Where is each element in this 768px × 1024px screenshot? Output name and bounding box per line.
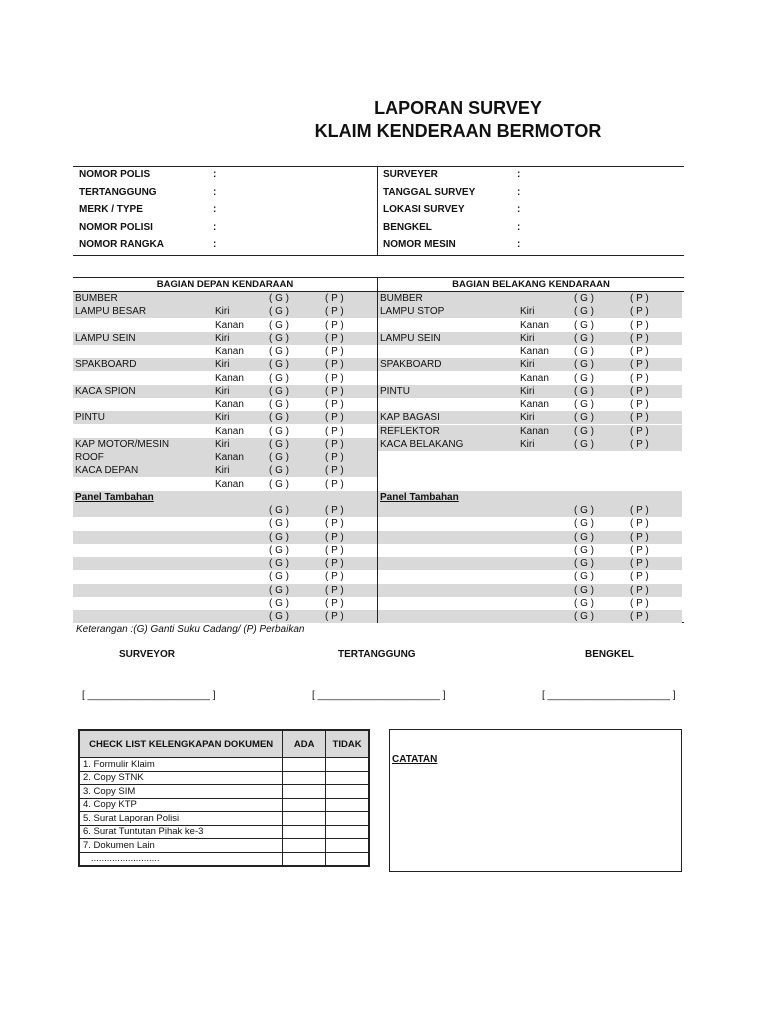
- vehicle-damage-table: [73, 277, 684, 623]
- back-row: [378, 305, 682, 318]
- back-g-option[interactable]: ( G ): [574, 412, 594, 424]
- back-p-option[interactable]: ( P ): [630, 293, 649, 304]
- back-part-name: LAMPU SEIN: [380, 332, 441, 344]
- front-panel-g-option[interactable]: ( G ): [269, 505, 289, 516]
- back-panel-title: Panel Tambahan: [380, 491, 459, 503]
- front-p-option[interactable]: ( P ): [325, 425, 344, 437]
- back-panel-g-option[interactable]: ( G ): [574, 531, 594, 543]
- front-panel-p-option[interactable]: ( P ): [325, 505, 344, 516]
- front-panel-g-option[interactable]: ( G ): [269, 597, 289, 609]
- info-colon-left: :: [213, 204, 217, 215]
- checklist-ada-cell[interactable]: [283, 852, 326, 866]
- front-part-side: Kanan: [215, 452, 244, 463]
- front-part-side: Kiri: [215, 438, 230, 450]
- front-row: [73, 517, 377, 530]
- front-row: [73, 610, 377, 623]
- front-part-side: Kanan: [215, 478, 244, 490]
- front-g-option[interactable]: ( G ): [269, 412, 289, 424]
- checklist-ada-cell[interactable]: [283, 812, 326, 826]
- checklist-item-name: 5. Surat Laporan Polisi: [80, 812, 283, 826]
- front-part-name: LAMPU SEIN: [75, 332, 136, 344]
- front-g-option[interactable]: ( G ): [269, 319, 289, 331]
- front-panel-g-option[interactable]: ( G ): [269, 558, 289, 569]
- back-part-side: Kiri: [520, 385, 535, 397]
- front-panel-p-option[interactable]: ( P ): [325, 518, 344, 530]
- front-p-option[interactable]: ( P ): [325, 478, 344, 490]
- signature-label-tertanggung: TERTANGGUNG: [338, 649, 416, 660]
- back-row: [378, 597, 682, 610]
- checklist-header-ada: ADA: [283, 731, 326, 758]
- front-row: [73, 491, 377, 504]
- back-panel-p-option[interactable]: ( P ): [630, 611, 649, 622]
- back-panel-p-option[interactable]: ( P ): [630, 518, 649, 530]
- front-p-option[interactable]: ( P ): [325, 306, 344, 318]
- back-panel-g-option[interactable]: ( G ): [574, 584, 594, 596]
- policy-info-block: [73, 166, 684, 256]
- back-row: [378, 557, 682, 570]
- back-p-option[interactable]: ( P ): [630, 332, 649, 344]
- back-row: [378, 478, 682, 491]
- front-row: [73, 464, 377, 477]
- front-row: [73, 319, 377, 332]
- front-row: [73, 385, 377, 398]
- front-panel-g-option[interactable]: ( G ): [269, 531, 289, 543]
- front-row: [73, 425, 377, 438]
- back-panel-g-option[interactable]: ( G ): [574, 571, 594, 583]
- info-colon-right: :: [517, 187, 521, 198]
- front-panel-g-option[interactable]: ( G ): [269, 518, 289, 530]
- front-row: [73, 570, 377, 583]
- document-checklist: [78, 729, 370, 867]
- checklist-tidak-cell[interactable]: [326, 812, 369, 826]
- signature-label-bengkel: BENGKEL: [585, 649, 634, 660]
- checklist-item-name: 4. Copy KTP: [80, 798, 283, 812]
- back-panel-p-option[interactable]: ( P ): [630, 558, 649, 569]
- checklist-tidak-cell[interactable]: [326, 771, 369, 785]
- front-part-side: Kanan: [215, 399, 244, 410]
- back-row: [378, 425, 682, 438]
- front-g-option[interactable]: ( G ): [269, 293, 289, 304]
- back-panel-g-option[interactable]: ( G ): [574, 544, 594, 556]
- back-p-option[interactable]: ( P ): [630, 438, 649, 450]
- info-label-left: TERTANGGUNG: [79, 187, 157, 198]
- checklist-row: [80, 825, 369, 839]
- info-label-left: MERK / TYPE: [79, 204, 143, 215]
- front-part-side: Kiri: [215, 385, 230, 397]
- front-part-name: KACA DEPAN: [75, 465, 139, 477]
- back-row: [378, 372, 682, 385]
- legend-note: Keterangan :(G) Ganti Suku Cadang/ (P) Perbaikan: [76, 624, 305, 635]
- front-row: [73, 597, 377, 610]
- checklist-header-document: CHECK LIST KELENGKAPAN DOKUMEN: [80, 731, 283, 758]
- front-g-option[interactable]: ( G ): [269, 452, 289, 463]
- back-row: [378, 411, 682, 424]
- front-part-name: KAP MOTOR/MESIN: [75, 438, 170, 450]
- back-panel-p-option[interactable]: ( P ): [630, 571, 649, 583]
- back-row: [378, 610, 682, 623]
- front-part-side: Kanan: [215, 372, 244, 384]
- back-panel-p-option[interactable]: ( P ): [630, 584, 649, 596]
- front-panel-g-option[interactable]: ( G ): [269, 571, 289, 583]
- front-panel-p-option[interactable]: ( P ): [325, 544, 344, 556]
- front-part-side: Kiri: [215, 465, 230, 477]
- front-part-side: Kiri: [215, 412, 230, 424]
- info-colon-left: :: [213, 187, 217, 198]
- checklist-row: [80, 839, 369, 853]
- front-row: [73, 358, 377, 371]
- signature-line-bengkel[interactable]: [ ______________________ ]: [542, 690, 676, 701]
- info-label-left: NOMOR POLIS: [79, 169, 151, 180]
- back-part-side: Kanan: [520, 319, 549, 331]
- front-row: [73, 398, 377, 411]
- back-row: [378, 504, 682, 517]
- back-panel-g-option[interactable]: ( G ): [574, 518, 594, 530]
- back-row: [378, 385, 682, 398]
- front-p-option[interactable]: ( P ): [325, 399, 344, 410]
- front-p-option[interactable]: ( P ): [325, 452, 344, 463]
- front-panel-g-option[interactable]: ( G ): [269, 611, 289, 622]
- back-g-option[interactable]: ( G ): [574, 372, 594, 384]
- back-row: [378, 451, 682, 464]
- info-divider: [377, 167, 378, 255]
- front-part-name: ROOF: [75, 452, 104, 463]
- checklist-item-name: 6. Surat Tuntutan Pihak ke-3: [80, 825, 283, 839]
- front-row: [73, 411, 377, 424]
- back-row: [378, 464, 682, 477]
- back-part-name: PINTU: [380, 385, 410, 397]
- back-g-option[interactable]: ( G ): [574, 346, 594, 357]
- back-g-option[interactable]: ( G ): [574, 306, 594, 318]
- back-row: [378, 517, 682, 530]
- back-p-option[interactable]: ( P ): [630, 385, 649, 397]
- front-part-side: Kanan: [215, 319, 244, 331]
- back-p-option[interactable]: ( P ): [630, 359, 649, 371]
- back-section-header: BAGIAN BELAKANG KENDARAAN: [378, 278, 684, 292]
- front-g-option[interactable]: ( G ): [269, 478, 289, 490]
- back-g-option[interactable]: ( G ): [574, 332, 594, 344]
- back-panel-p-option[interactable]: ( P ): [630, 597, 649, 609]
- info-colon-right: :: [517, 169, 521, 180]
- back-part-side: Kiri: [520, 332, 535, 344]
- front-part-name: KACA SPION: [75, 385, 136, 397]
- back-part-side: Kiri: [520, 438, 535, 450]
- back-g-option[interactable]: ( G ): [574, 438, 594, 450]
- back-row: [378, 332, 682, 345]
- back-g-option[interactable]: ( G ): [574, 425, 594, 437]
- checklist-tidak-cell[interactable]: [326, 758, 369, 772]
- back-p-option[interactable]: ( P ): [630, 412, 649, 424]
- info-label-right: NOMOR MESIN: [383, 239, 456, 250]
- checklist-row: [80, 798, 369, 812]
- front-row: [73, 584, 377, 597]
- notes-box[interactable]: [389, 729, 682, 872]
- checklist-tidak-cell[interactable]: [326, 785, 369, 799]
- report-title: LAPORAN SURVEY: [374, 98, 542, 118]
- back-row: [378, 570, 682, 583]
- notes-label: CATATAN: [392, 754, 438, 765]
- checklist-ada-cell[interactable]: [283, 758, 326, 772]
- info-colon-left: :: [213, 239, 217, 250]
- front-g-option[interactable]: ( G ): [269, 399, 289, 410]
- back-part-name: REFLEKTOR: [380, 425, 440, 437]
- back-part-name: BUMBER: [380, 293, 423, 304]
- back-part-side: Kanan: [520, 425, 549, 437]
- checklist-item-name: 3. Copy SIM: [80, 785, 283, 799]
- front-g-option[interactable]: ( G ): [269, 385, 289, 397]
- front-part-name: SPAKBOARD: [75, 359, 137, 371]
- back-panel-p-option[interactable]: ( P ): [630, 531, 649, 543]
- back-p-option[interactable]: ( P ): [630, 399, 649, 410]
- back-part-name: LAMPU STOP: [380, 306, 445, 318]
- front-panel-title: Panel Tambahan: [75, 491, 154, 503]
- signature-label-surveyor: SURVEYOR: [119, 649, 175, 660]
- front-p-option[interactable]: ( P ): [325, 465, 344, 477]
- back-panel-p-option[interactable]: ( P ): [630, 544, 649, 556]
- front-panel-p-option[interactable]: ( P ): [325, 558, 344, 569]
- checklist-ada-cell[interactable]: [283, 825, 326, 839]
- back-panel-g-option[interactable]: ( G ): [574, 505, 594, 516]
- checklist-header-tidak: TIDAK: [326, 731, 369, 758]
- back-panel-p-option[interactable]: ( P ): [630, 505, 649, 516]
- checklist-tidak-cell[interactable]: [326, 798, 369, 812]
- back-part-side: Kanan: [520, 346, 549, 357]
- back-part-side: Kiri: [520, 306, 535, 318]
- back-g-option[interactable]: ( G ): [574, 319, 594, 331]
- front-panel-p-option[interactable]: ( P ): [325, 597, 344, 609]
- back-p-option[interactable]: ( P ): [630, 346, 649, 357]
- front-p-option[interactable]: ( P ): [325, 293, 344, 304]
- back-part-name: KACA BELAKANG: [380, 438, 464, 450]
- back-p-option[interactable]: ( P ): [630, 319, 649, 331]
- checklist-row: [80, 812, 369, 826]
- front-g-option[interactable]: ( G ): [269, 372, 289, 384]
- front-panel-p-option[interactable]: ( P ): [325, 571, 344, 583]
- front-row: [73, 438, 377, 451]
- front-row: [73, 305, 377, 318]
- back-p-option[interactable]: ( P ): [630, 425, 649, 437]
- front-row: [73, 292, 377, 305]
- front-row: [73, 451, 377, 464]
- front-row: [73, 372, 377, 385]
- back-row: [378, 292, 682, 305]
- front-part-side: Kanan: [215, 425, 244, 437]
- checklist-item-name: 7. Dokumen Lain: [80, 839, 283, 853]
- front-p-option[interactable]: ( P ): [325, 412, 344, 424]
- front-panel-p-option[interactable]: ( P ): [325, 611, 344, 622]
- front-part-name: BUMBER: [75, 293, 118, 304]
- info-label-right: LOKASI SURVEY: [383, 204, 465, 215]
- back-row: [378, 491, 682, 504]
- front-part-side: Kiri: [215, 359, 230, 371]
- front-g-option[interactable]: ( G ): [269, 346, 289, 357]
- checklist-row: [80, 771, 369, 785]
- back-p-option[interactable]: ( P ): [630, 306, 649, 318]
- checklist-tidak-cell[interactable]: [326, 839, 369, 853]
- back-row: [378, 398, 682, 411]
- front-g-option[interactable]: ( G ): [269, 332, 289, 344]
- signature-line-surveyor[interactable]: [ ______________________ ]: [82, 690, 216, 701]
- front-panel-g-option[interactable]: ( G ): [269, 544, 289, 556]
- info-colon-left: :: [213, 222, 217, 233]
- front-panel-p-option[interactable]: ( P ): [325, 531, 344, 543]
- back-row: [378, 531, 682, 544]
- checklist-row: [80, 758, 369, 772]
- front-p-option[interactable]: ( P ): [325, 332, 344, 344]
- front-part-name: LAMPU BESAR: [75, 306, 147, 318]
- back-p-option[interactable]: ( P ): [630, 372, 649, 384]
- front-part-side: Kiri: [215, 332, 230, 344]
- front-part-side: Kanan: [215, 346, 244, 357]
- back-row: [378, 319, 682, 332]
- back-g-option[interactable]: ( G ): [574, 293, 594, 304]
- back-g-option[interactable]: ( G ): [574, 399, 594, 410]
- back-part-name: KAP BAGASI: [380, 412, 440, 424]
- front-row: [73, 478, 377, 491]
- front-p-option[interactable]: ( P ): [325, 346, 344, 357]
- front-panel-g-option[interactable]: ( G ): [269, 584, 289, 596]
- back-panel-g-option[interactable]: ( G ): [574, 611, 594, 622]
- back-part-side: Kiri: [520, 412, 535, 424]
- front-g-option[interactable]: ( G ): [269, 465, 289, 477]
- front-row: [73, 544, 377, 557]
- checklist-tidak-cell[interactable]: [326, 852, 369, 866]
- info-colon-right: :: [517, 204, 521, 215]
- front-g-option[interactable]: ( G ): [269, 425, 289, 437]
- info-label-right: SURVEYER: [383, 169, 438, 180]
- info-label-right: TANGGAL SURVEY: [383, 187, 476, 198]
- front-g-option[interactable]: ( G ): [269, 359, 289, 371]
- info-colon-right: :: [517, 222, 521, 233]
- back-row: [378, 345, 682, 358]
- checklist-ada-cell[interactable]: [283, 839, 326, 853]
- back-row: [378, 358, 682, 371]
- checklist-item-name: ..........................: [80, 852, 283, 866]
- back-row: [378, 584, 682, 597]
- checklist-ada-cell[interactable]: [283, 785, 326, 799]
- front-p-option[interactable]: ( P ): [325, 319, 344, 331]
- signature-line-tertanggung[interactable]: [ ______________________ ]: [312, 690, 446, 701]
- front-section-header: BAGIAN DEPAN KENDARAAN: [73, 278, 377, 292]
- back-part-side: Kanan: [520, 399, 549, 410]
- checklist-item-name: 1. Formulir Klaim: [80, 758, 283, 772]
- info-label-left: NOMOR RANGKA: [79, 239, 164, 250]
- info-colon-right: :: [517, 239, 521, 250]
- front-p-option[interactable]: ( P ): [325, 359, 344, 371]
- back-part-name: SPAKBOARD: [380, 359, 442, 371]
- back-row: [378, 438, 682, 451]
- checklist-ada-cell[interactable]: [283, 798, 326, 812]
- info-label-right: BENGKEL: [383, 222, 432, 233]
- front-p-option[interactable]: ( P ): [325, 372, 344, 384]
- front-row: [73, 345, 377, 358]
- checklist-row: [80, 785, 369, 799]
- back-row: [378, 544, 682, 557]
- back-panel-g-option[interactable]: ( G ): [574, 558, 594, 569]
- back-g-option[interactable]: ( G ): [574, 359, 594, 371]
- checklist-row: [80, 852, 369, 866]
- front-part-name: PINTU: [75, 412, 105, 424]
- front-row: [73, 332, 377, 345]
- back-part-side: Kiri: [520, 359, 535, 371]
- back-panel-g-option[interactable]: ( G ): [574, 597, 594, 609]
- front-g-option[interactable]: ( G ): [269, 438, 289, 450]
- front-p-option[interactable]: ( P ): [325, 438, 344, 450]
- back-part-side: Kanan: [520, 372, 549, 384]
- checklist-ada-cell[interactable]: [283, 771, 326, 785]
- front-row: [73, 557, 377, 570]
- back-g-option[interactable]: ( G ): [574, 385, 594, 397]
- front-part-side: Kiri: [215, 306, 230, 318]
- front-p-option[interactable]: ( P ): [325, 385, 344, 397]
- front-row: [73, 531, 377, 544]
- front-g-option[interactable]: ( G ): [269, 306, 289, 318]
- front-panel-p-option[interactable]: ( P ): [325, 584, 344, 596]
- info-label-left: NOMOR POLISI: [79, 222, 153, 233]
- front-row: [73, 504, 377, 517]
- report-subtitle: KLAIM KENDERAAN BERMOTOR: [314, 121, 602, 141]
- checklist-item-name: 2. Copy STNK: [80, 771, 283, 785]
- info-colon-left: :: [213, 169, 217, 180]
- checklist-tidak-cell[interactable]: [326, 825, 369, 839]
